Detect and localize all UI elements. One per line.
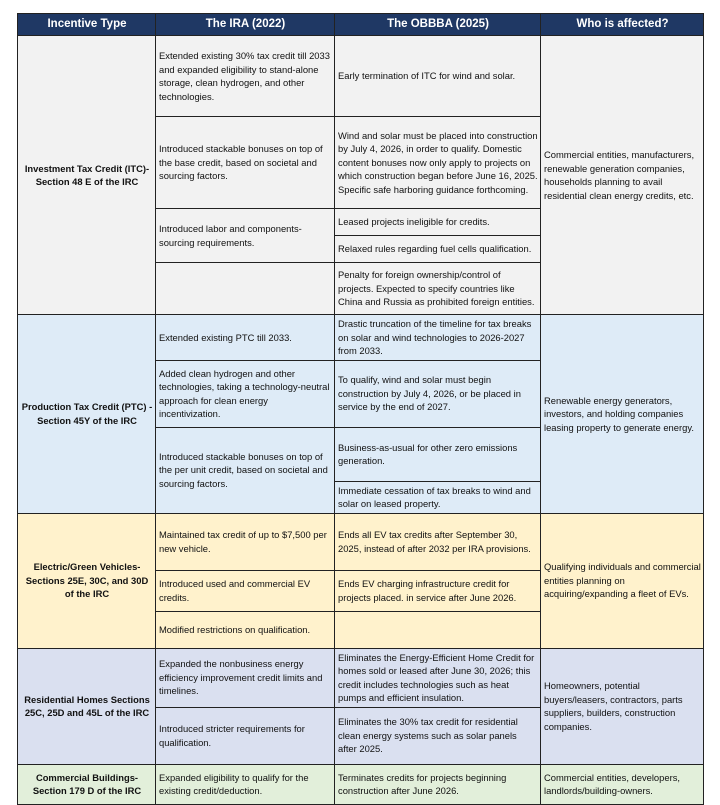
- ira-cell: Extended existing 30% tax credit till 2033 and expanded eligibility to stand-alone storage, clean hydrogen, and other technologies.: [156, 36, 335, 117]
- incentive-type-itc: Investment Tax Credit (ITC)-Section 48 E of the IRC: [18, 36, 156, 315]
- incentive-type-commercial: Commercial Buildings-Section 179 D of the IRC: [18, 764, 156, 804]
- affected-itc: Commercial entities, manufacturers, renewable generation companies, households planning to avail residential clean energy credits, etc.: [541, 36, 704, 315]
- ira-cell: Introduced stackable bonuses on top of the per unit credit, based on societal and sourcing factors.: [156, 427, 335, 513]
- incentives-table: [17, 13, 704, 805]
- obbba-cell: Business-as-usual for other zero emissions generation.: [335, 427, 541, 481]
- header-row: [18, 14, 704, 36]
- table-row: [18, 648, 704, 707]
- incentive-type-ptc: Production Tax Credit (PTC) -Section 45Y of the IRC: [18, 315, 156, 514]
- ira-cell: Maintained tax credit of up to $7,500 per new vehicle.: [156, 513, 335, 570]
- ira-cell: Expanded eligibility to qualify for the existing credit/deduction.: [156, 764, 335, 804]
- table-row: [18, 513, 704, 570]
- header-ira: The IRA (2022): [156, 14, 335, 36]
- ira-cell: Extended existing PTC till 2033.: [156, 315, 335, 361]
- ira-cell: Introduced labor and components-sourcing requirements.: [156, 209, 335, 263]
- ira-cell: Modified restrictions on qualification.: [156, 611, 335, 648]
- obbba-cell: Ends all EV tax credits after September 30, 2025, instead of after 2032 per IRA provisions.: [335, 513, 541, 570]
- obbba-cell: Terminates credits for projects beginning construction after June 2026.: [335, 764, 541, 804]
- obbba-cell: To qualify, wind and solar must begin construction by July 4, 2026, or be placed in service by the end of 2027.: [335, 360, 541, 427]
- header-obbba: The OBBBA (2025): [335, 14, 541, 36]
- table-row: [18, 36, 704, 117]
- affected-ev: Qualifying individuals and commercial entities planning on acquiring/expanding a fleet of EVs.: [541, 513, 704, 648]
- table-row: [18, 764, 704, 804]
- obbba-cell: Penalty for foreign ownership/control of projects. Expected to specify countries like China and Russia as prohibited foreign entities.: [335, 263, 541, 315]
- affected-ptc: Renewable energy generators, investors, and holding companies leasing property to generate energy.: [541, 315, 704, 514]
- ira-cell: Introduced stackable bonuses on top of the base credit, based on societal and sourcing factors.: [156, 117, 335, 209]
- obbba-cell: Ends EV charging infrastructure credit for projects placed. in service after June 2026.: [335, 570, 541, 611]
- incentive-type-residential: Residential Homes Sections 25C, 25D and 45L of the IRC: [18, 648, 156, 764]
- obbba-cell: Immediate cessation of tax breaks to wind and solar on leased property.: [335, 481, 541, 513]
- ira-cell: Introduced stricter requirements for qualification.: [156, 707, 335, 764]
- ira-empty-cell: [156, 263, 335, 315]
- ira-cell: Introduced used and commercial EV credits.: [156, 570, 335, 611]
- obbba-cell: Eliminates the Energy-Efficient Home Credit for homes sold or leased after June 30, 2026; this credit includes technologies such as heat pumps and efficient insulation.: [335, 648, 541, 707]
- table-row: [18, 315, 704, 361]
- obbba-cell: Drastic truncation of the timeline for tax breaks on solar and wind technologies to 2026-2027 from 2033.: [335, 315, 541, 361]
- header-incentive-type: Incentive Type: [18, 14, 156, 36]
- header-who-affected: Who is affected?: [541, 14, 704, 36]
- affected-residential: Homeowners, potential buyers/leasers, contractors, parts suppliers, builders, construction companies.: [541, 648, 704, 764]
- obbba-cell: Early termination of ITC for wind and solar.: [335, 36, 541, 117]
- obbba-cell: Eliminates the 30% tax credit for residential clean energy systems such as solar panels after 2025.: [335, 707, 541, 764]
- ira-cell: Expanded the nonbusiness energy efficiency improvement credit limits and timelines.: [156, 648, 335, 707]
- incentive-type-ev: Electric/Green Vehicles-Sections 25E, 30C, and 30D of the IRC: [18, 513, 156, 648]
- obbba-empty-cell: [335, 611, 541, 648]
- ira-cell: Added clean hydrogen and other technologies, taking a technology-neutral approach for clean energy incentivization.: [156, 360, 335, 427]
- obbba-cell: Wind and solar must be placed into construction by July 4, 2026, in order to qualify. Domestic content bonuses now only apply to projects on which construction began before June 16, 2025. Specific safe harboring guidance forthcoming.: [335, 117, 541, 209]
- affected-commercial: Commercial entities, developers, landlords/building-owners.: [541, 764, 704, 804]
- obbba-cell: Relaxed rules regarding fuel cells qualification.: [335, 236, 541, 263]
- obbba-cell: Leased projects ineligible for credits.: [335, 209, 541, 236]
